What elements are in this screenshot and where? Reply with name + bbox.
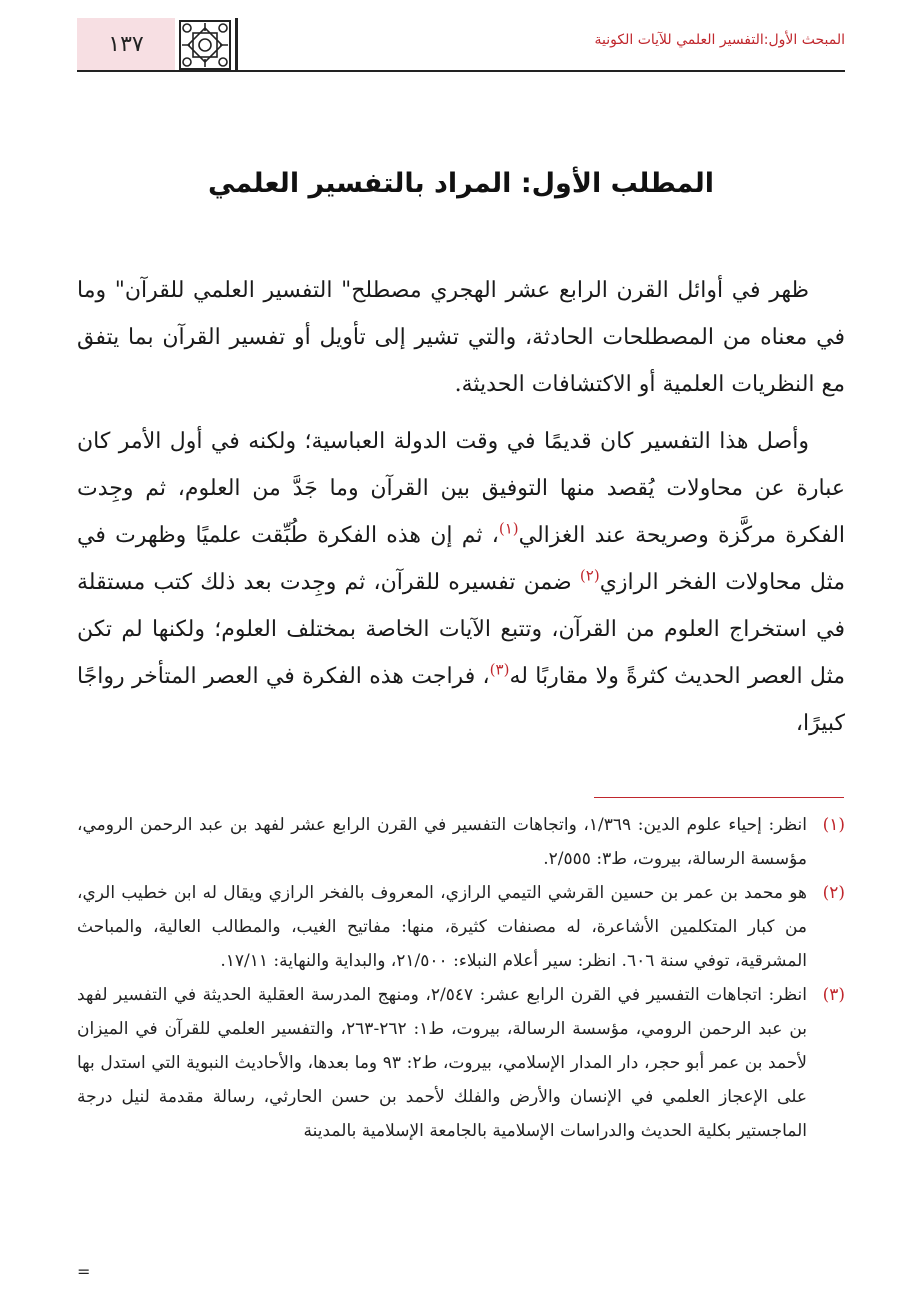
geometric-ornament-icon xyxy=(179,20,231,70)
paragraph-text: ضمن تفسيره للقرآن، ثم وجِدت بعد ذلك كتب مستقلة في استخراج العلوم من القرآن، وتتبع الآيات الخاصة بمختلف العلوم؛ ولكنها لم تكن مثل العصر الحديث كثرةً ولا مقاربًا له xyxy=(77,570,845,689)
footnote-number: (٣) xyxy=(822,985,845,1005)
footnote-ref: (١) xyxy=(498,519,519,538)
paragraph xyxy=(77,418,845,747)
paragraph: ظهر في أوائل القرن الرابع عشر الهجري مصطلح" التفسير العلمي للقرآن" وما في معناه من المصطلحات الحادثة، والتي تشير إلى تأويل أو تفسير القرآن بما يتفق مع النظريات العلمية أو الاكتشافات الحديثة. xyxy=(77,278,845,397)
footnote-text: هو محمد بن عمر بن حسين القرشي التيمي الرازي، المعروف بالفخر الرازي ويقال له ابن خطيب الري، من كبار المتكلمين الأشاعرة، له مصنفات كثيرة، منها: مفاتيح الغيب، والمطالب العالية، والمباحث المشرقية، توفي سنة ٦٠٦. انظر: سير أعلام النبلاء: ٢١/٥٠٠، والبداية والنهاية: ١٧/١١. xyxy=(77,883,807,971)
paragraph-text: ، ثم إن هذه الفكرة طُبِّقت علميًا وظهرت في مثل محاولات الفخر الرازي xyxy=(77,523,846,595)
footnote-number: (١) xyxy=(822,815,845,835)
page-header xyxy=(77,18,845,72)
footnote-text: انظر: إحياء علوم الدين: ١/٣٦٩، واتجاهات التفسير في القرن الرابع عشر لفهد بن عبد الرحمن الرومي، مؤسسة الرسالة، بيروت، ط٣: ٢/٥٥٥. xyxy=(77,815,808,869)
section-title: المبحث الأول:التفسير العلمي للآيات الكونية xyxy=(594,32,845,48)
body-text xyxy=(77,267,845,757)
ornament-divider xyxy=(235,18,238,70)
header-rule xyxy=(77,70,845,72)
footnotes xyxy=(77,808,845,1148)
footnote xyxy=(77,808,845,876)
footnote xyxy=(77,876,845,978)
footnote-ref: (٢) xyxy=(579,566,600,585)
footnote-text: انظر: اتجاهات التفسير في القرن الرابع عشر: ٢/٥٤٧، ومنهج المدرسة العقلية الحديثة في التفسير لفهد بن عبد الرحمن الرومي، مؤسسة الرسالة، بيروت، ط١: ٢٦٢-٢٦٣، والتفسير العلمي للقرآن في الميزان لأحمد بن عمر أبو حجر، دار المدار الإسلامي، بيروت، ط٢: ٩٣ وما بعدها، والأحاديث النبوية التي استدل بها على الإعجاز العلمي في الإنسان والأرض والفلك لأحمد بن حسن الحارثي، رسالة مقدمة لنيل درجة الماجستير بكلية الحديث والدراسات الإسلامية بالجامعة الإسلامية بالمدينة xyxy=(77,985,808,1141)
page-number-box xyxy=(77,18,175,70)
paragraph-text: وأصل هذا التفسير كان قديمًا في وقت الدولة العباسية؛ ولكنه في أول الأمر كان عبارة عن محاولات يُقصد منها التوفيق بين القرآن وما جَدَّ من العلوم، ثم وجِدت الفكرة مركَّزة وصريحة عند الغزالي xyxy=(77,429,846,548)
footnote-number: (٢) xyxy=(822,883,845,903)
footnote-ref: (٣) xyxy=(489,660,510,679)
footnote-separator xyxy=(594,797,844,798)
continuation-mark: = xyxy=(77,1262,91,1281)
page-number: ١٣٧ xyxy=(108,31,144,57)
footnote xyxy=(77,978,845,1148)
paragraph-text: ، فراجت هذه الفكرة في العصر المتأخر رواجًا كبيرًا، xyxy=(77,664,845,736)
page-heading: المطلب الأول: المراد بالتفسير العلمي xyxy=(208,168,714,199)
